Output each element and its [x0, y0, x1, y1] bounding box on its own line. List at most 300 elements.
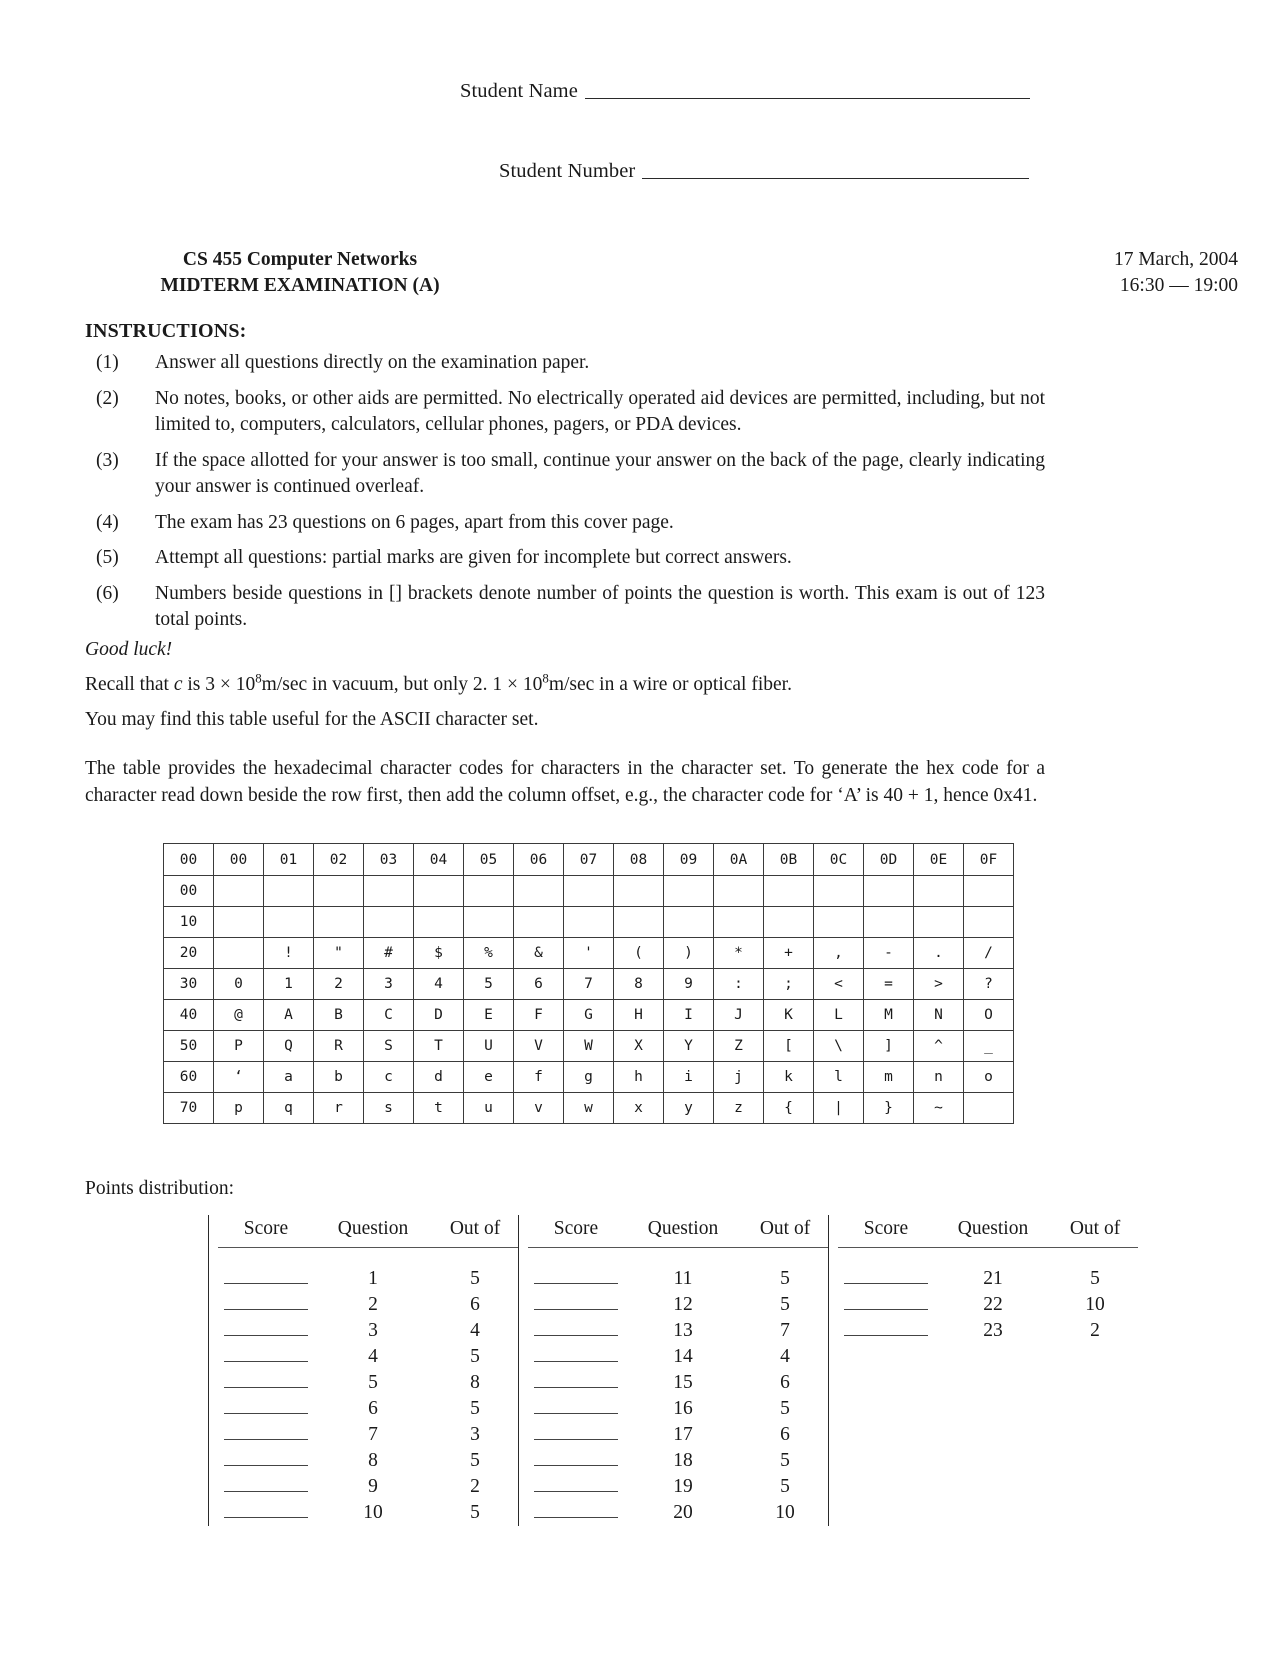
instruction-number: (1)	[96, 352, 119, 373]
points-row	[528, 1318, 828, 1344]
ascii-cell	[814, 876, 864, 907]
ascii-cell	[314, 876, 364, 907]
score-blank-rule[interactable]	[224, 1361, 308, 1362]
ascii-table-row	[164, 907, 1014, 938]
score-blank-rule[interactable]	[534, 1491, 618, 1492]
ascii-column-header: 0D	[864, 844, 914, 876]
ascii-cell: u	[464, 1093, 514, 1124]
ascii-cell: =	[864, 969, 914, 1000]
points-header-question: Question	[957, 1218, 1029, 1239]
score-blank-rule[interactable]	[844, 1309, 928, 1310]
preamble-block	[85, 636, 1045, 817]
ascii-cell: i	[664, 1062, 714, 1093]
ascii-cell: [	[764, 1031, 814, 1062]
points-header-question: Question	[337, 1218, 409, 1239]
instruction-text: Attempt all questions: partial marks are given for incomplete but correct answers.	[155, 547, 792, 568]
ascii-cell: P	[214, 1031, 264, 1062]
student-number-label: Student Number	[499, 160, 636, 182]
ascii-cell: U	[464, 1031, 514, 1062]
ascii-cell: b	[314, 1062, 364, 1093]
ascii-cell: L	[814, 1000, 864, 1031]
ascii-table-row	[164, 1000, 1014, 1031]
points-header-out-of: Out of	[1069, 1218, 1121, 1239]
points-row	[218, 1448, 518, 1474]
score-blank-rule[interactable]	[534, 1413, 618, 1414]
ascii-cell	[964, 1093, 1014, 1124]
ascii-cell: R	[314, 1031, 364, 1062]
ascii-cell: x	[614, 1093, 664, 1124]
out-of-value-cell: 5	[1090, 1268, 1100, 1289]
ascii-row-header: 40	[164, 1000, 214, 1031]
question-number-cell: 1	[368, 1268, 378, 1289]
ascii-cell	[864, 876, 914, 907]
question-number-cell: 17	[673, 1424, 693, 1445]
score-blank-rule[interactable]	[534, 1361, 618, 1362]
ascii-cell: B	[314, 1000, 364, 1031]
points-row	[528, 1344, 828, 1370]
question-number-cell: 7	[368, 1424, 378, 1445]
title-line-1	[0, 247, 1280, 273]
ascii-cell: E	[464, 1000, 514, 1031]
recall-part-4: m/sec in a wire or optical fiber.	[548, 674, 792, 695]
points-column-group	[828, 1215, 1138, 1526]
score-blank-cell[interactable]	[528, 1274, 624, 1284]
ascii-cell: V	[514, 1031, 564, 1062]
out-of-value-cell: 2	[1090, 1320, 1100, 1341]
ascii-cell	[764, 907, 814, 938]
score-blank-rule[interactable]	[224, 1491, 308, 1492]
out-of-value-cell: 5	[470, 1398, 480, 1419]
student-name-rule[interactable]	[585, 98, 1030, 99]
score-blank-cell[interactable]	[218, 1326, 314, 1336]
score-blank-cell[interactable]	[218, 1378, 314, 1388]
ascii-table-row	[164, 1031, 1014, 1062]
question-number-cell: 6	[368, 1398, 378, 1419]
ascii-cell	[714, 876, 764, 907]
student-name-field[interactable]	[460, 80, 1030, 103]
ascii-cell: ;	[764, 969, 814, 1000]
ascii-row-header: 10	[164, 907, 214, 938]
ascii-cell: g	[564, 1062, 614, 1093]
score-blank-rule[interactable]	[844, 1335, 928, 1336]
ascii-cell	[214, 876, 264, 907]
question-number-cell: 16	[673, 1398, 693, 1419]
ascii-cell: 5	[464, 969, 514, 1000]
ascii-cell	[764, 876, 814, 907]
points-distribution-label: Points distribution:	[85, 1178, 234, 1199]
ascii-cell: ,	[814, 938, 864, 969]
score-blank-rule[interactable]	[224, 1465, 308, 1466]
ascii-cell: S	[364, 1031, 414, 1062]
ascii-cell: z	[714, 1093, 764, 1124]
ascii-cell: .	[914, 938, 964, 969]
ascii-cell	[514, 876, 564, 907]
ascii-row-header: 60	[164, 1062, 214, 1093]
recall-exponent-2: 8	[542, 671, 549, 686]
score-blank-rule[interactable]	[224, 1517, 308, 1518]
ascii-cell: D	[414, 1000, 464, 1031]
ascii-cell: <	[814, 969, 864, 1000]
ascii-cell	[214, 907, 264, 938]
score-blank-rule[interactable]	[224, 1309, 308, 1310]
ascii-cell: G	[564, 1000, 614, 1031]
ascii-cell: /	[964, 938, 1014, 969]
ascii-table-intro-text: The table provides the hexadecimal character codes for characters in the character set. To generate the hex code for a character read down beside the row first, then add the column offset, e.g., the character code for ‘A’ is 40 + 1, hence 0x41.	[85, 758, 1045, 806]
out-of-value-cell: 10	[1085, 1294, 1105, 1315]
ascii-column-header: 0C	[814, 844, 864, 876]
ascii-cell: !	[264, 938, 314, 969]
recall-exponent-1: 8	[255, 671, 262, 686]
instruction-number: (4)	[96, 511, 119, 533]
ascii-cell	[464, 907, 514, 938]
student-number-field[interactable]	[499, 160, 1029, 183]
ascii-cell: w	[564, 1093, 614, 1124]
instructions-list	[85, 350, 1045, 643]
points-row	[528, 1474, 828, 1500]
ascii-row-header: 50	[164, 1031, 214, 1062]
ascii-table-row	[164, 1093, 1014, 1124]
points-header-question: Question	[647, 1218, 719, 1239]
ascii-cell: ^	[914, 1031, 964, 1062]
question-number-cell: 2	[368, 1294, 378, 1315]
ascii-cell: a	[264, 1062, 314, 1093]
instruction-item	[85, 386, 1045, 439]
ascii-table-wrapper	[163, 843, 1014, 1124]
score-blank-cell[interactable]	[218, 1508, 314, 1518]
good-luck-text: Good luck!	[85, 639, 173, 660]
score-blank-rule[interactable]	[534, 1309, 618, 1310]
points-row	[838, 1292, 1138, 1318]
points-row	[528, 1448, 828, 1474]
ascii-cell: c	[364, 1062, 414, 1093]
score-blank-rule[interactable]	[224, 1283, 308, 1284]
score-blank-cell[interactable]	[838, 1274, 934, 1284]
ascii-cell: 7	[564, 969, 614, 1000]
question-number-cell: 19	[673, 1476, 693, 1497]
points-header-row	[838, 1215, 1138, 1248]
ascii-cell: 2	[314, 969, 364, 1000]
out-of-value-cell: 5	[470, 1450, 480, 1471]
ascii-cell: p	[214, 1093, 264, 1124]
score-blank-rule[interactable]	[844, 1283, 928, 1284]
ascii-column-header: 09	[664, 844, 714, 876]
score-blank-cell[interactable]	[218, 1404, 314, 1414]
score-blank-rule[interactable]	[534, 1517, 618, 1518]
ascii-cell	[564, 876, 614, 907]
ascii-cell: J	[714, 1000, 764, 1031]
ascii-cell	[264, 907, 314, 938]
question-number-cell: 8	[368, 1450, 378, 1471]
instruction-text: Numbers beside questions in [] brackets denote number of points the question is worth. This exam is out of 123 total points.	[155, 582, 1045, 630]
ascii-cell: s	[364, 1093, 414, 1124]
question-number-cell: 15	[673, 1372, 693, 1393]
out-of-value-cell: 8	[470, 1372, 480, 1393]
question-number-cell: 3	[368, 1320, 378, 1341]
score-blank-cell[interactable]	[218, 1300, 314, 1310]
score-blank-rule[interactable]	[534, 1465, 618, 1466]
points-distribution-table	[208, 1215, 1138, 1526]
ascii-cell: :	[714, 969, 764, 1000]
points-row	[218, 1318, 518, 1344]
points-row	[838, 1318, 1138, 1344]
ascii-cell: k	[764, 1062, 814, 1093]
score-blank-rule[interactable]	[224, 1439, 308, 1440]
ascii-column-header: 03	[364, 844, 414, 876]
out-of-value-cell: 7	[780, 1320, 790, 1341]
points-row	[218, 1396, 518, 1422]
score-blank-rule[interactable]	[534, 1387, 618, 1388]
score-blank-rule[interactable]	[534, 1335, 618, 1336]
ascii-cell	[464, 876, 514, 907]
ascii-column-header: 08	[614, 844, 664, 876]
ascii-cell: j	[714, 1062, 764, 1093]
ascii-cell: 8	[614, 969, 664, 1000]
ascii-cell: C	[364, 1000, 414, 1031]
ascii-cell	[514, 907, 564, 938]
out-of-value-cell: 6	[470, 1294, 480, 1315]
student-number-rule[interactable]	[642, 178, 1029, 179]
ascii-table-row	[164, 1062, 1014, 1093]
instruction-item	[85, 448, 1045, 501]
ascii-column-header: 07	[564, 844, 614, 876]
ascii-cell: 4	[414, 969, 464, 1000]
points-row	[218, 1422, 518, 1448]
exam-title-block	[0, 247, 1280, 299]
ascii-cell: *	[714, 938, 764, 969]
score-blank-cell[interactable]	[528, 1352, 624, 1362]
ascii-cell	[264, 876, 314, 907]
ascii-cell: Z	[714, 1031, 764, 1062]
score-blank-rule[interactable]	[224, 1335, 308, 1336]
points-rows	[838, 1248, 1138, 1344]
ascii-cell: @	[214, 1000, 264, 1031]
instruction-text: No notes, books, or other aids are permitted. No electrically operated aid devices are permitted, including, but not limited to, computers, calculators, cellular phones, pagers, or PDA devices.	[155, 387, 1045, 435]
instruction-number: (5)	[96, 547, 119, 568]
ascii-cell: H	[614, 1000, 664, 1031]
instruction-text: If the space allotted for your answer is too small, continue your answer on the back of the page, clearly indicating your answer is continued overleaf.	[155, 449, 1045, 497]
ascii-column-header: 05	[464, 844, 514, 876]
score-blank-rule[interactable]	[534, 1283, 618, 1284]
ascii-row-header: 70	[164, 1093, 214, 1124]
question-number-cell: 5	[368, 1372, 378, 1393]
score-blank-rule[interactable]	[534, 1439, 618, 1440]
ascii-cell: &	[514, 938, 564, 969]
points-rows	[218, 1248, 518, 1526]
out-of-value-cell: 10	[775, 1502, 795, 1523]
score-blank-cell[interactable]	[218, 1456, 314, 1466]
ascii-cell: ~	[914, 1093, 964, 1124]
score-blank-cell[interactable]	[838, 1300, 934, 1310]
question-number-cell: 9	[368, 1476, 378, 1497]
ascii-cell	[914, 876, 964, 907]
question-number-cell: 4	[368, 1346, 378, 1367]
points-row	[218, 1500, 518, 1526]
points-row	[528, 1266, 828, 1292]
ascii-cell: q	[264, 1093, 314, 1124]
ascii-cell: d	[414, 1062, 464, 1093]
score-blank-cell[interactable]	[528, 1300, 624, 1310]
ascii-cell: o	[964, 1062, 1014, 1093]
ascii-cell: $	[414, 938, 464, 969]
score-blank-cell[interactable]	[528, 1430, 624, 1440]
ascii-cell: ?	[964, 969, 1014, 1000]
ascii-table-row	[164, 938, 1014, 969]
ascii-cell: l	[814, 1062, 864, 1093]
instruction-number: (6)	[96, 582, 119, 604]
ascii-cell: v	[514, 1093, 564, 1124]
ascii-cell: }	[864, 1093, 914, 1124]
exam-name: MIDTERM EXAMINATION (A)	[160, 275, 440, 296]
instruction-item	[85, 350, 1045, 377]
points-row	[218, 1474, 518, 1500]
question-number-cell: 13	[673, 1320, 693, 1341]
out-of-value-cell: 5	[780, 1268, 790, 1289]
ascii-cell: M	[864, 1000, 914, 1031]
points-row	[838, 1266, 1138, 1292]
ascii-cell	[414, 907, 464, 938]
ascii-cell: +	[764, 938, 814, 969]
ascii-table-row	[164, 969, 1014, 1000]
ascii-cell: y	[664, 1093, 714, 1124]
recall-part-1: Recall that	[85, 674, 174, 695]
points-column-group	[518, 1215, 828, 1526]
out-of-value-cell: 5	[470, 1268, 480, 1289]
question-number-cell: 23	[983, 1320, 1003, 1341]
score-blank-cell[interactable]	[528, 1508, 624, 1518]
ascii-cell	[814, 907, 864, 938]
instruction-text: The exam has 23 questions on 6 pages, apart from this cover page.	[155, 511, 674, 533]
ascii-header-row	[164, 844, 1014, 876]
question-number-cell: 21	[983, 1268, 1003, 1289]
ascii-cell: _	[964, 1031, 1014, 1062]
exam-date: 17 March, 2004	[1113, 249, 1238, 270]
score-blank-cell[interactable]	[528, 1404, 624, 1414]
ascii-column-header: 0B	[764, 844, 814, 876]
title-line-2	[0, 273, 1280, 299]
ascii-cell: K	[764, 1000, 814, 1031]
ascii-cell: n	[914, 1062, 964, 1093]
score-blank-cell[interactable]	[528, 1378, 624, 1388]
out-of-value-cell: 3	[470, 1424, 480, 1445]
recall-variable-c: c	[173, 674, 183, 695]
score-blank-cell[interactable]	[218, 1482, 314, 1492]
ascii-column-header: 06	[514, 844, 564, 876]
question-number-cell: 10	[363, 1502, 383, 1523]
points-header-score: Score	[553, 1218, 599, 1239]
ascii-cell: -	[864, 938, 914, 969]
ascii-cell: (	[614, 938, 664, 969]
ascii-cell: 1	[264, 969, 314, 1000]
ascii-cell	[364, 907, 414, 938]
exam-time: 16:30 — 19:00	[1119, 275, 1238, 296]
out-of-value-cell: 5	[780, 1476, 790, 1497]
out-of-value-cell: 5	[780, 1398, 790, 1419]
question-number-cell: 18	[673, 1450, 693, 1471]
ascii-cell: X	[614, 1031, 664, 1062]
ascii-cell: |	[814, 1093, 864, 1124]
points-row	[528, 1500, 828, 1526]
ascii-cell: O	[964, 1000, 1014, 1031]
points-row	[528, 1422, 828, 1448]
out-of-value-cell: 5	[780, 1450, 790, 1471]
ascii-cell: \	[814, 1031, 864, 1062]
ascii-cell: W	[564, 1031, 614, 1062]
ascii-cell: >	[914, 969, 964, 1000]
question-number-cell: 20	[673, 1502, 693, 1523]
out-of-value-cell: 5	[780, 1294, 790, 1315]
ascii-row-header: 00	[164, 876, 214, 907]
score-blank-cell[interactable]	[218, 1274, 314, 1284]
ascii-cell: 3	[364, 969, 414, 1000]
ascii-cell: h	[614, 1062, 664, 1093]
instruction-number: (2)	[96, 387, 119, 409]
ascii-column-header: 0A	[714, 844, 764, 876]
ascii-cell	[564, 907, 614, 938]
points-row	[218, 1266, 518, 1292]
points-rows	[528, 1248, 828, 1526]
ascii-cell: 0	[214, 969, 264, 1000]
points-row	[218, 1344, 518, 1370]
ascii-cell	[714, 907, 764, 938]
ascii-cell	[414, 876, 464, 907]
ascii-cell	[864, 907, 914, 938]
ascii-cell: f	[514, 1062, 564, 1093]
ascii-column-header: 04	[414, 844, 464, 876]
score-blank-cell[interactable]	[528, 1482, 624, 1492]
points-header-row	[528, 1215, 828, 1248]
ascii-cell: 6	[514, 969, 564, 1000]
ascii-cell: A	[264, 1000, 314, 1031]
instructions-heading: INSTRUCTIONS:	[85, 320, 247, 342]
instruction-text: Answer all questions directly on the examination paper.	[155, 352, 590, 373]
score-blank-rule[interactable]	[224, 1413, 308, 1414]
course-title: CS 455 Computer Networks	[182, 249, 418, 270]
score-blank-cell[interactable]	[528, 1326, 624, 1336]
ascii-cell: I	[664, 1000, 714, 1031]
points-header-score: Score	[243, 1218, 289, 1239]
score-blank-rule[interactable]	[224, 1387, 308, 1388]
score-blank-cell[interactable]	[528, 1456, 624, 1466]
student-name-label: Student Name	[460, 80, 578, 102]
ascii-row-header: 20	[164, 938, 214, 969]
ascii-column-header: 00	[214, 844, 264, 876]
instruction-number: (3)	[96, 449, 119, 471]
ascii-cell: t	[414, 1093, 464, 1124]
points-column-group	[208, 1215, 518, 1526]
points-header-out-of: Out of	[759, 1218, 811, 1239]
score-blank-cell[interactable]	[218, 1430, 314, 1440]
points-header-row	[218, 1215, 518, 1248]
recall-part-2: is 3 × 10	[182, 674, 256, 695]
question-number-cell: 14	[673, 1346, 693, 1367]
ascii-column-header: 02	[314, 844, 364, 876]
ascii-cell	[664, 876, 714, 907]
score-blank-cell[interactable]	[838, 1326, 934, 1336]
out-of-value-cell: 2	[470, 1476, 480, 1497]
ascii-cell: #	[364, 938, 414, 969]
ascii-cell: '	[564, 938, 614, 969]
points-row	[528, 1292, 828, 1318]
out-of-value-cell: 4	[470, 1320, 480, 1341]
instruction-item	[85, 581, 1045, 634]
ascii-cell: ‘	[214, 1062, 264, 1093]
score-blank-cell[interactable]	[218, 1352, 314, 1362]
out-of-value-cell: 5	[470, 1502, 480, 1523]
ascii-column-header: 01	[264, 844, 314, 876]
out-of-value-cell: 5	[470, 1346, 480, 1367]
recall-part-3: m/sec in vacuum, but only 2. 1 × 10	[261, 674, 543, 695]
ascii-cell: 9	[664, 969, 714, 1000]
